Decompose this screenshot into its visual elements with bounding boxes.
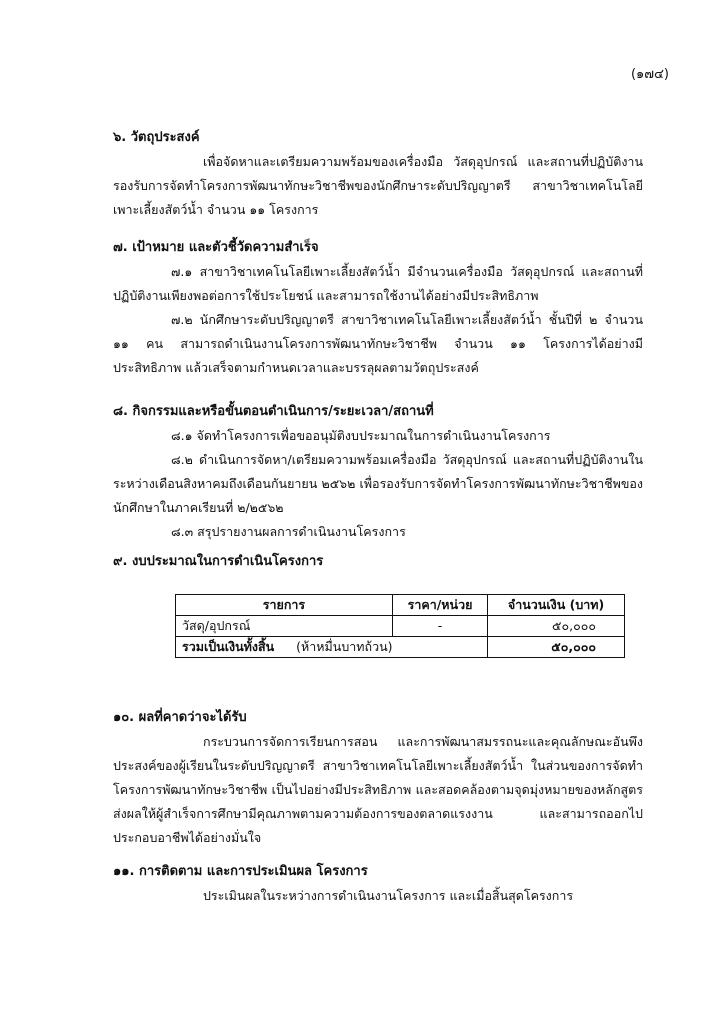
total-amount: ๕๐,๐๐๐ bbox=[488, 637, 625, 658]
cell-item: วัสดุ/อุปกรณ์ bbox=[176, 616, 393, 637]
section-monitoring-evaluation bbox=[113, 860, 643, 908]
section-expected-results bbox=[113, 706, 643, 850]
cell-price: - bbox=[392, 616, 487, 637]
total-cell bbox=[176, 637, 488, 658]
section-heading: ๗. เป้าหมาย และตัวชี้วัดความสำเร็จ bbox=[113, 240, 319, 255]
table-header-row bbox=[176, 595, 625, 616]
section-objectives bbox=[113, 126, 643, 222]
section-heading: ๙. งบประมาณในการดำเนินโครงการ bbox=[113, 554, 324, 569]
monitoring-text: ประเมินผลในระหว่างการดำเนินงานโครงการ และเมื่อสิ้นสุดโครงการ bbox=[203, 888, 574, 903]
section-targets-indicators bbox=[113, 236, 643, 380]
target-item-7-1: ๗.๑ สาขาวิชาเทคโนโลยีเพาะเลี้ยงสัตว์น้ำ มีจำนวนเครื่องมือ วัสดุอุปกรณ์ และสถานที่ปฏิบัติงานเพียงพอต่อการใช้ประโยชน์ และสามารถใช้งานได้อย่างมีประสิทธิภาพ bbox=[113, 264, 643, 303]
activity-item-8-2: ๘.๒ ดำเนินการจัดหา/เตรียมความพร้อมเครื่องมือ วัสดุอุปกรณ์ และสถานที่ปฏิบัติงานในระหว่างเดือนสิงหาคมถึงเดือนกันยายน ๒๕๖๒ เพื่อรองรับการจัดทำโครงการพัฒนาทักษะวิชาชีพของนักศึกษาในภาคเรียนที่ ๒/๒๕๖๒ bbox=[113, 452, 643, 515]
activity-item-8-3: ๘.๓ สรุปรายงานผลการดำเนินงานโครงการ bbox=[171, 524, 406, 539]
section-budget bbox=[113, 550, 643, 574]
section-heading: ๑๑. การติดตาม และการประเมินผล โครงการ bbox=[113, 864, 368, 879]
table-total-row bbox=[176, 637, 625, 658]
total-in-words: (ห้าหมื่นบาทถ้วน) bbox=[296, 639, 393, 654]
section-heading: ๑๐. ผลที่คาดว่าจะได้รับ bbox=[113, 710, 247, 725]
expected-results-text: กระบวนการจัดการเรียนการสอน และการพัฒนาสมรรถนะและคุณลักษณะอันพึงประสงค์ของผู้เรียนในระดับปริญญาตรี สาขาวิชาเทคโนโลยีเพาะเลี้ยงสัตว์น้ำ ในส่วนของการจัดทำโครงการพัฒนาทักษะวิชาชีพ เป็นไปอย่างมีประสิทธิภาพ และสอดคล้องตามจุดมุ่งหมายของหลักสูตร ส่งผลให้ผู้สำเร็จการศึกษามีคุณภาพตามความต้องการของตลาดแรงงาน และสามารถออกไปประกอบอาชีพได้อย่างมั่นใจ bbox=[113, 734, 643, 845]
table-row bbox=[176, 616, 625, 637]
section-activities bbox=[113, 400, 643, 544]
target-item-7-2: ๗.๒ นักศึกษาระดับปริญญาตรี สาขาวิชาเทคโนโลยีเพาะเลี้ยงสัตว์น้ำ ชั้นปีที่ ๒ จำนวน ๑๑ คน สามารถดำเนินงานโครงการพัฒนาทักษะวิชาชีพ จำนวน ๑๑ โครงการได้อย่างมีประสิทธิภาพ แล้วเสร็จตามกำหนดเวลาและบรรลุผลตามวัตถุประสงค์ bbox=[113, 312, 643, 375]
column-header-price: ราคา/หน่วย bbox=[392, 595, 487, 616]
column-header-item: รายการ bbox=[176, 595, 393, 616]
total-label: รวมเป็นเงินทั้งสิ้น bbox=[182, 639, 275, 654]
cell-amount: ๕๐,๐๐๐ bbox=[488, 616, 625, 637]
column-header-amount: จำนวนเงิน (บาท) bbox=[488, 595, 625, 616]
section-heading: ๘. กิจกรรมและหรือขั้นตอนดำเนินการ/ระยะเวลา/สถานที่ bbox=[113, 404, 434, 419]
budget-table bbox=[175, 594, 625, 658]
activity-item-8-1: ๘.๑ จัดทำโครงการเพื่อขออนุมัติงบประมาณในการดำเนินงานโครงการ bbox=[171, 428, 551, 443]
objectives-text: เพื่อจัดหาและเตรียมความพร้อมของเครื่องมือ วัสดุอุปกรณ์ และสถานที่ปฏิบัติงาน รองรับการจัดทำโครงการพัฒนาทักษะวิชาชีพของนักศึกษาระดับปริญญาตรี สาขาวิชาเทคโนโลยีเพาะเลี้ยงสัตว์น้ำ จำนวน ๑๑ โครงการ bbox=[113, 154, 643, 217]
section-heading: ๖. วัตถุประสงค์ bbox=[113, 130, 200, 145]
page-number: (๑๗๔) bbox=[630, 67, 669, 82]
